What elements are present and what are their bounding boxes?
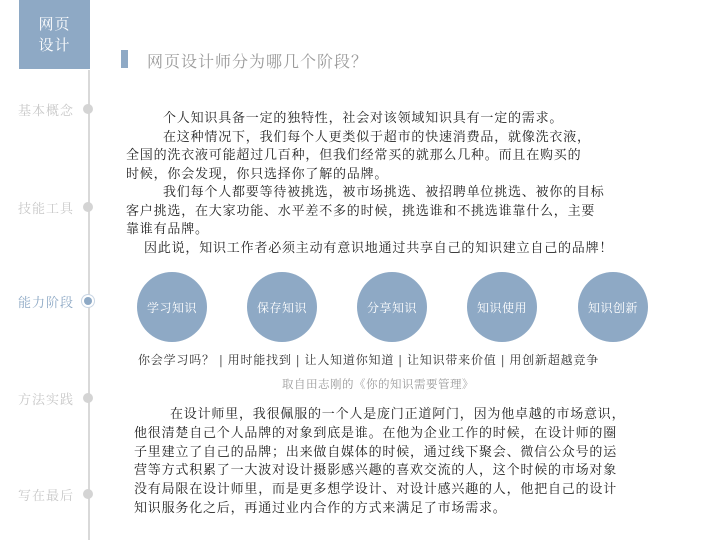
caption-separator: | (500, 353, 506, 367)
stage-circle-learn: 学习知识 (137, 272, 207, 342)
intro-line: 靠谁有品牌。 (126, 222, 209, 237)
caption-separator: | (218, 353, 224, 367)
timeline-dot (83, 393, 93, 403)
caption-separator: | (295, 353, 301, 367)
intro-text (126, 110, 613, 258)
title-accent-bar (121, 50, 128, 68)
logo-box (19, 0, 90, 69)
intro-line: 个人知识具备一定的独特性，社会对该领域知识具有一定的需求。 (163, 111, 564, 126)
timeline-dot-active (84, 297, 92, 305)
stage-caption: 用创新超越竞争 (509, 353, 600, 367)
sidebar-item-label: 写在最后 (18, 489, 75, 504)
intro-line: 我们每个人都要等待被挑选，被市场挑选、被招聘单位挑选、被你的目标 (163, 185, 605, 200)
timeline-dot (83, 202, 93, 212)
closing-text (134, 406, 625, 519)
stage-circle-innovate: 知识创新 (578, 272, 648, 342)
intro-line: 全国的洗衣液可能超过几百种，但我们经常买的就那么几种。而且在购买的 (126, 148, 582, 163)
sidebar-item-label: 能力阶段 (18, 296, 75, 311)
sidebar-item-label: 方法实践 (18, 393, 75, 408)
stage-caption: 让人知道你知道 (304, 353, 395, 367)
caption-separator: | (398, 353, 403, 367)
closing-line: 没有局限在设计师里，而是更多想学设计、对设计感兴趣的人，他把自己的设计 (134, 482, 618, 498)
timeline-dot (83, 104, 93, 114)
stage-circle-share: 分享知识 (357, 272, 427, 342)
closing-line: 在设计师里，我很佩服的一个人是庞门正道阿门，因为他卓越的市场意识， (170, 407, 626, 422)
closing-line: 营等方式积累了一大波对设计摄影感兴趣的喜欢交流的人，这个时候的市场对象 (134, 463, 618, 479)
stage-caption: 用时能找到 (227, 353, 292, 367)
sidebar-item-final-words[interactable] (16, 485, 96, 505)
timeline-dot (83, 489, 93, 499)
stage-circle-use: 知识使用 (467, 272, 537, 342)
logo-line-2: 设计 (38, 35, 71, 54)
intro-line: 因此说，知识工作者必须主动有意识地通过共享自己的知识建立自己的品牌！ (144, 240, 614, 256)
stage-caption: 你会学习吗？ (138, 353, 215, 367)
source-citation: 取自田志刚的《你的知识需要管理》 (282, 377, 474, 391)
closing-line: 知识服务化之后，再通过业内合作的方式来满足了市场需求。 (134, 500, 507, 516)
stage-caption: 让知识带来价值 (406, 353, 497, 367)
sidebar-item-label: 技能工具 (18, 202, 75, 217)
intro-line: 客户挑选，在大家功能、水平差不多的时候，挑选谁和不挑选谁靠什么，主要 (126, 203, 596, 219)
stage-circle-save: 保存知识 (247, 272, 317, 342)
page-title: 网页设计师分为哪几个阶段？ (147, 52, 369, 71)
sidebar-item-skills-tools[interactable] (16, 198, 96, 218)
sidebar-item-label: 基本概念 (18, 104, 75, 119)
logo-line-1: 网页 (38, 14, 71, 33)
stage-captions (138, 351, 599, 368)
sidebar-item-basic-concepts[interactable] (16, 100, 96, 120)
closing-line: 他很清楚自己个人品牌的对象到底是谁。在他为企业工作的时候，在设计师的圈 (134, 425, 618, 441)
closing-line: 子里建立了自己的品牌；出来做自媒体的时候，通过线下聚会、微信公众号的运 (134, 444, 618, 460)
intro-line: 在这种情况下，我们每个人更类似于超市的快速消费品，就像洗衣液， (163, 129, 591, 145)
sidebar-item-ability-stages[interactable] (16, 292, 96, 312)
sidebar-item-method-practice[interactable] (16, 389, 96, 409)
intro-line: 时候，你会发现，你只选择你了解的品牌。 (126, 166, 389, 182)
